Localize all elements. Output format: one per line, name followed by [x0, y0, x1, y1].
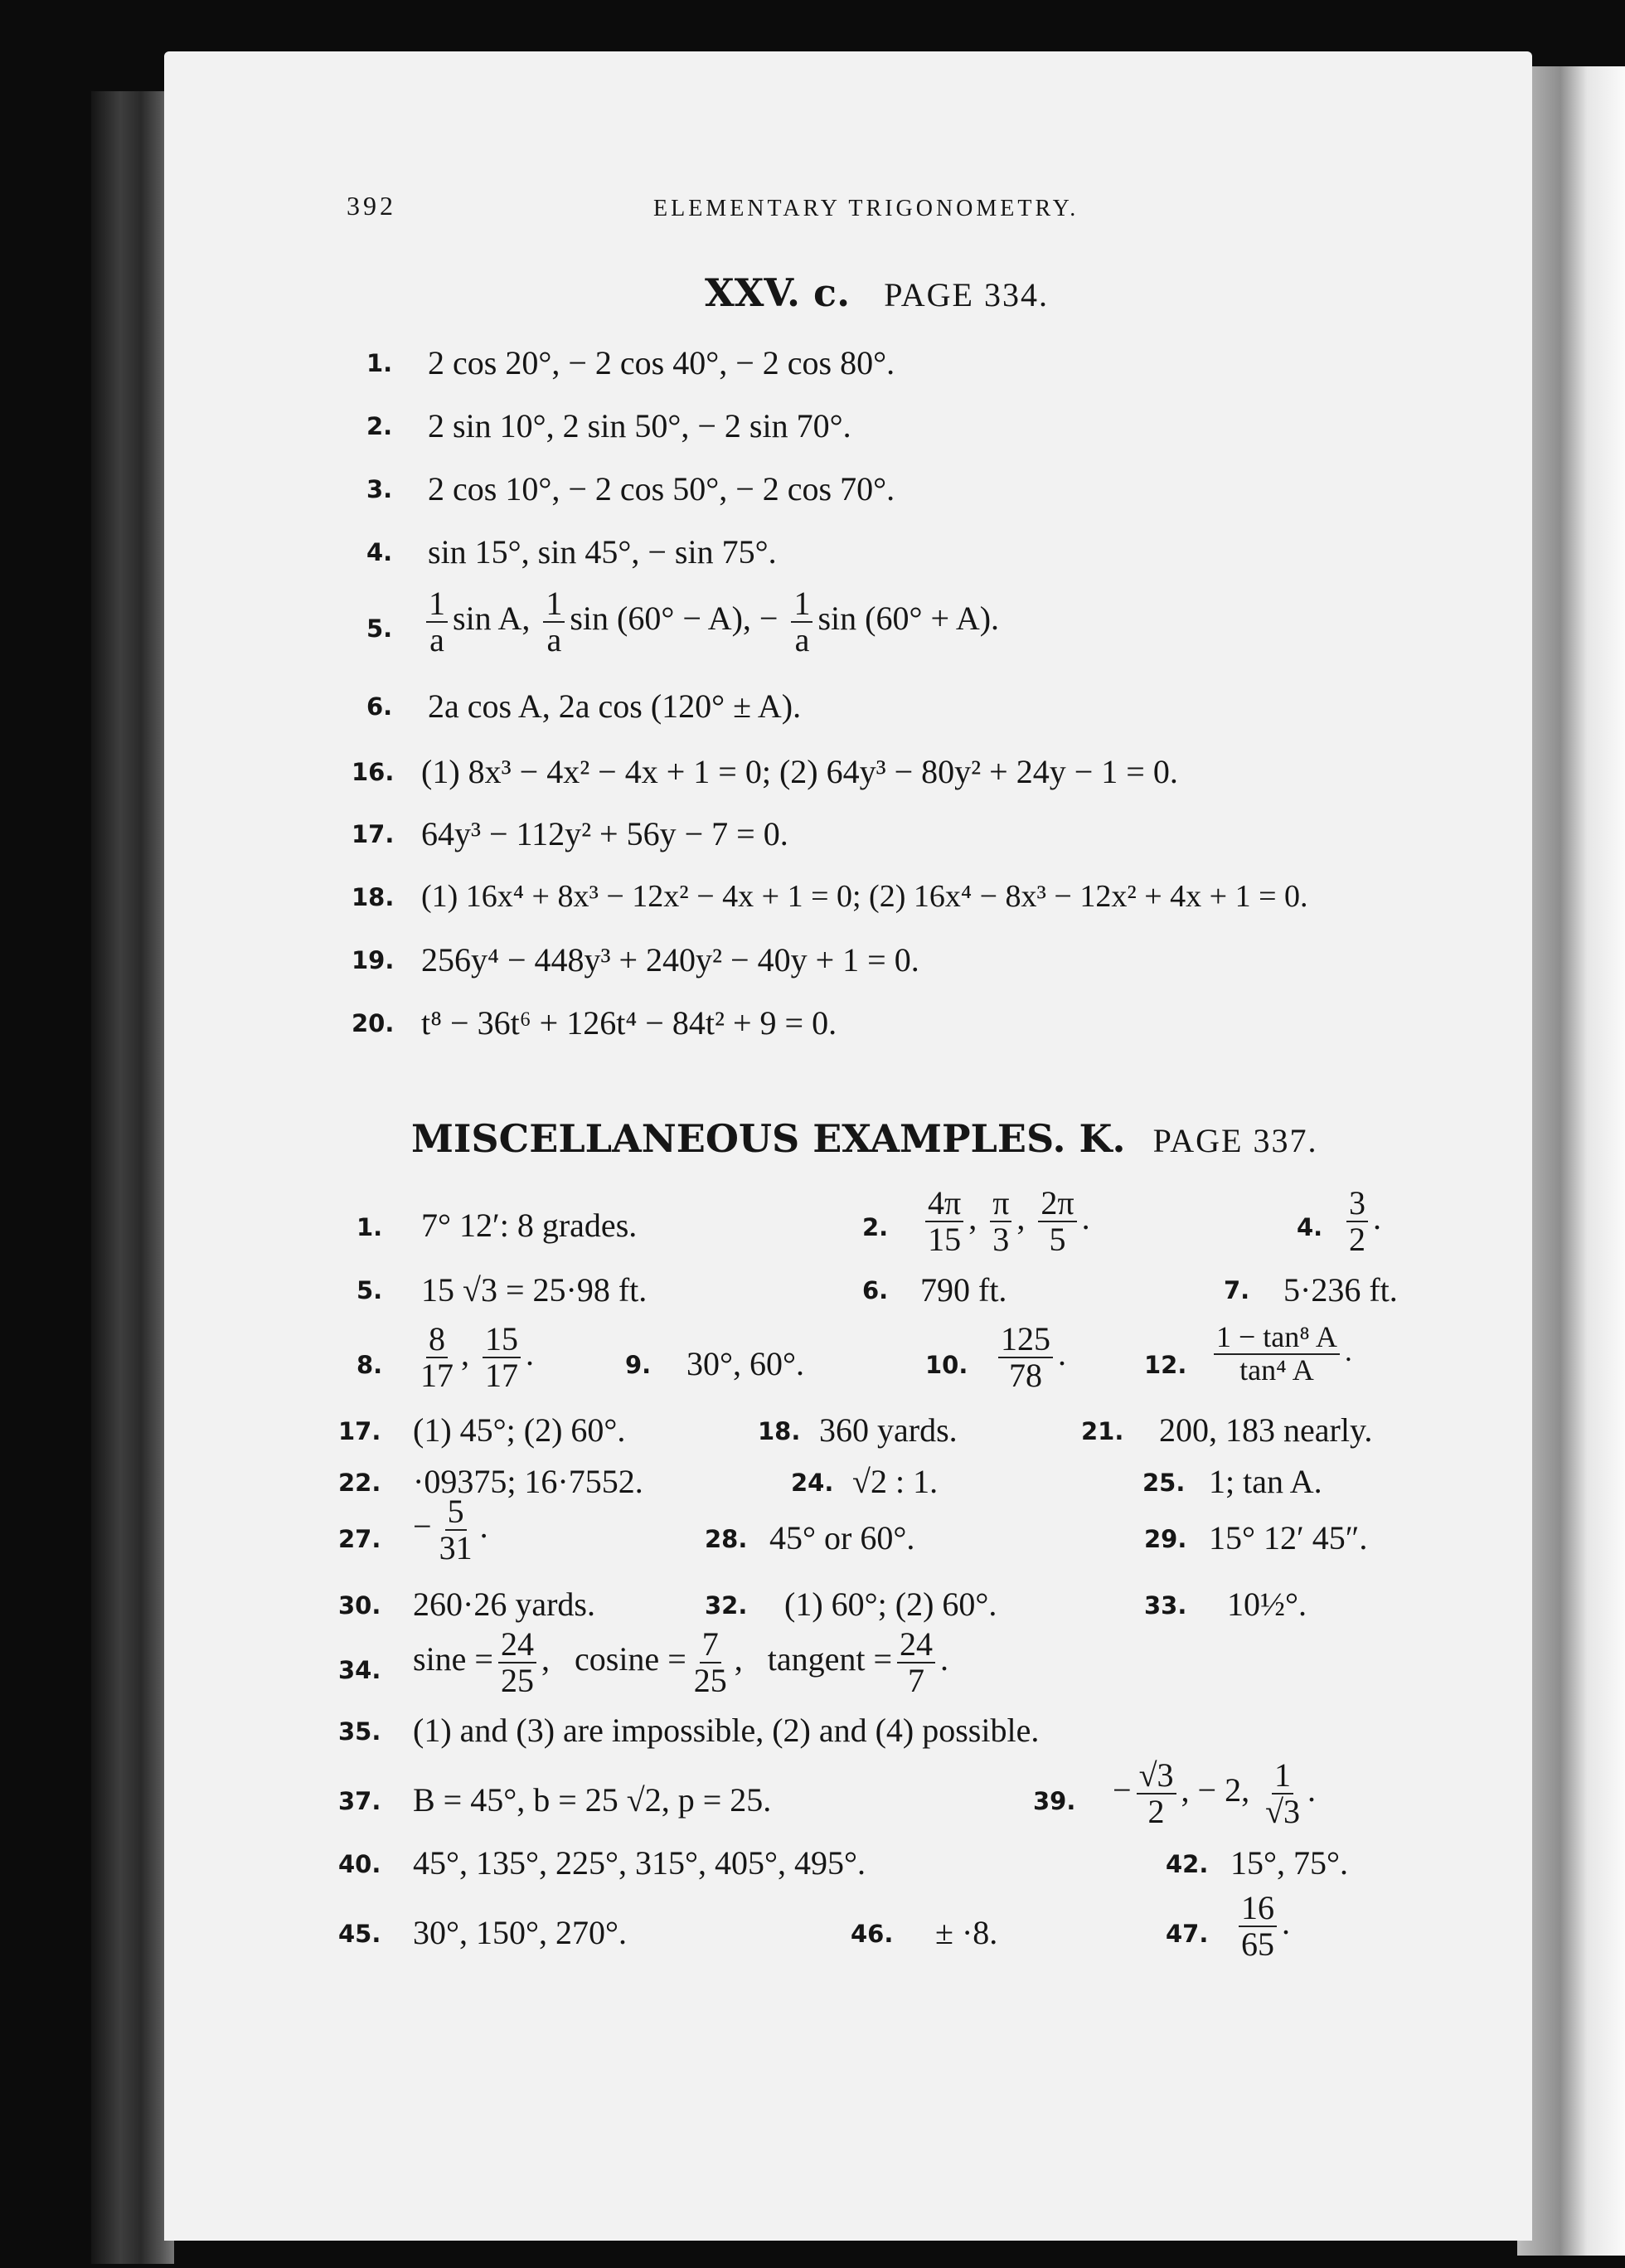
answer-text: $\frac{4\pi}{15}$ , $\frac{\pi}{3}$ , $\frac{2\pi}{5}$ . [920, 1186, 1090, 1257]
answer-number: 4. [1297, 1213, 1323, 1241]
book-spine [91, 91, 174, 2264]
section-title-text: MISCELLANEOUS EXAMPLES. K. [411, 1116, 1126, 1161]
book-page [164, 51, 1532, 2241]
answer-text: B = 45°, b = 25 √2, p = 25. [413, 1781, 772, 1819]
answer-number: 21. [1081, 1417, 1124, 1445]
answer-number: 1. [366, 349, 393, 377]
answer-number: 18. [352, 883, 395, 911]
answer-number: 34. [338, 1656, 381, 1684]
answer-number: 20. [352, 1009, 395, 1037]
answer-number: 45. [338, 1920, 381, 1948]
answer-number: 19. [352, 946, 395, 974]
answer-number: 37. [338, 1787, 381, 1815]
page-edge [1517, 66, 1625, 2256]
answer-number: 12. [1144, 1351, 1187, 1379]
answer-text: (1) 45°; (2) 60°. [413, 1411, 626, 1449]
answer-text: 30°, 150°, 270°. [413, 1914, 627, 1951]
answer-number: 5. [366, 614, 393, 643]
section-page-ref: PAGE 334. [884, 276, 1049, 313]
answer-text: $\frac{3}{2}$ . [1341, 1186, 1381, 1257]
answer-text: 7° 12′: 8 grades. [421, 1207, 638, 1244]
answer-text: $\frac{125}{78}$ . [993, 1322, 1066, 1393]
answer-text: √2 : 1. [852, 1463, 939, 1500]
answer-text: sine = $\frac{24}{25}$ , cosine = $\frac{7}{25}$ , tangent = $\frac{24}{7}$ . [413, 1625, 949, 1699]
section-title-text: XXV. c. [705, 270, 851, 315]
answer-number: 8. [357, 1351, 383, 1379]
answer-number: 18. [758, 1417, 801, 1445]
answer-number: 5. [357, 1276, 383, 1304]
answer-text: 2 cos 10°, − 2 cos 50°, − 2 cos 70°. [428, 470, 895, 508]
answer-number: 10. [925, 1351, 968, 1379]
answer-number: 47. [1166, 1920, 1209, 1948]
answer-number: 4. [366, 538, 393, 566]
answer-number: 33. [1144, 1591, 1187, 1620]
answer-number: 25. [1142, 1469, 1186, 1497]
answer-text: 15° 12′ 45″. [1209, 1519, 1368, 1557]
answer-number: 16. [352, 758, 395, 786]
answer-text: $\frac{16}{65}$ . [1234, 1891, 1290, 1962]
answer-number: 27. [338, 1525, 381, 1553]
answer-number: 30. [338, 1591, 381, 1620]
answer-text: 15 √3 = 25·98 ft. [421, 1271, 648, 1309]
answer-number: 32. [705, 1591, 748, 1620]
answer-text: 10½°. [1227, 1586, 1307, 1623]
answer-text: 5·236 ft. [1283, 1271, 1398, 1309]
section-page-ref: PAGE 337. [1152, 1122, 1318, 1159]
answer-text: (1) 8x³ − 4x² − 4x + 1 = 0; (2) 64y³ − 80y² + 24y − 1 = 0. [421, 753, 1178, 790]
section-title [411, 1116, 1318, 1161]
answer-number: 2. [862, 1213, 889, 1241]
page-number: 392 [347, 191, 396, 221]
answer-number: 1. [357, 1213, 383, 1241]
answer-text: 2 cos 20°, − 2 cos 40°, − 2 cos 80°. [428, 344, 895, 381]
answer-number: 3. [366, 475, 393, 503]
answer-text: 45° or 60°. [769, 1519, 915, 1557]
answer-text: 45°, 135°, 225°, 315°, 405°, 495°. [413, 1844, 866, 1882]
answer-number: 24. [791, 1469, 834, 1497]
answer-number: 39. [1033, 1787, 1076, 1815]
answer-text: − $\frac{√3}{2}$ , − 2, $\frac{1}{√3}$ . [1113, 1756, 1317, 1830]
answer-text: t⁸ − 36t⁶ + 126t⁴ − 84t² + 9 = 0. [421, 1004, 837, 1042]
answer-text: 2a cos A, 2a cos (120° ± A). [428, 687, 802, 725]
answer-text: 1; tan A. [1209, 1463, 1322, 1500]
answer-text: $\frac{8}{17}$ , $\frac{15}{17}$ . [420, 1320, 534, 1394]
answer-number: 6. [366, 692, 393, 721]
answer-text: 256y⁴ − 448y³ + 240y² − 40y + 1 = 0. [421, 941, 919, 979]
answer-number: 28. [705, 1525, 748, 1553]
answer-number: 17. [338, 1417, 381, 1445]
answer-text: ± ·8. [935, 1914, 998, 1951]
answer-number: 17. [352, 820, 395, 848]
answer-text: (1) and (3) are impossible, (2) and (4) possible. [413, 1712, 1040, 1749]
answer-number: 6. [862, 1276, 889, 1304]
answer-number: 29. [1144, 1525, 1187, 1553]
answer-text: 260·26 yards. [413, 1586, 595, 1623]
answer-text: $\frac{\text{1 − tan⁸ A}}{\text{tan⁴ A}}$ . [1209, 1322, 1352, 1387]
answer-number: 22. [338, 1469, 381, 1497]
answer-text: 2 sin 10°, 2 sin 50°, − 2 sin 70°. [428, 407, 851, 444]
answer-text: 64y³ − 112y² + 56y − 7 = 0. [421, 815, 788, 852]
running-head: ELEMENTARY TRIGONOMETRY. [653, 196, 1079, 221]
section-title [705, 270, 1049, 315]
answer-number: 35. [338, 1717, 381, 1746]
answer-text: (1) 16x⁴ + 8x³ − 12x² − 4x + 1 = 0; (2) 16x⁴ − 8x³ − 12x² + 4x + 1 = 0. [421, 879, 1308, 914]
answer-text: − $\frac{5}{31}$ . [413, 1493, 488, 1566]
answer-text: ·09375; 16·7552. [413, 1463, 643, 1500]
answer-number: 2. [366, 412, 393, 440]
answer-text: 200, 183 nearly. [1159, 1411, 1373, 1449]
answer-text: 360 yards. [819, 1411, 958, 1449]
answer-number: 9. [625, 1351, 652, 1379]
answer-text: sin 15°, sin 45°, − sin 75°. [428, 533, 777, 571]
answer-text: 790 ft. [920, 1271, 1007, 1309]
answer-number: 7. [1224, 1276, 1250, 1304]
answer-text: (1) 60°; (2) 60°. [784, 1586, 997, 1623]
answer-text: 30°, 60°. [686, 1345, 804, 1382]
answer-number: 40. [338, 1850, 381, 1878]
answer-number: 42. [1166, 1850, 1209, 1878]
answer-number: 46. [851, 1920, 894, 1948]
answer-text: 15°, 75°. [1230, 1844, 1348, 1882]
answer-text: $\frac{1}{a}$ sin A, $\frac{1}{a}$ sin (60° − A), − $\frac{1}{a}$ sin (60° + A). [421, 586, 999, 658]
